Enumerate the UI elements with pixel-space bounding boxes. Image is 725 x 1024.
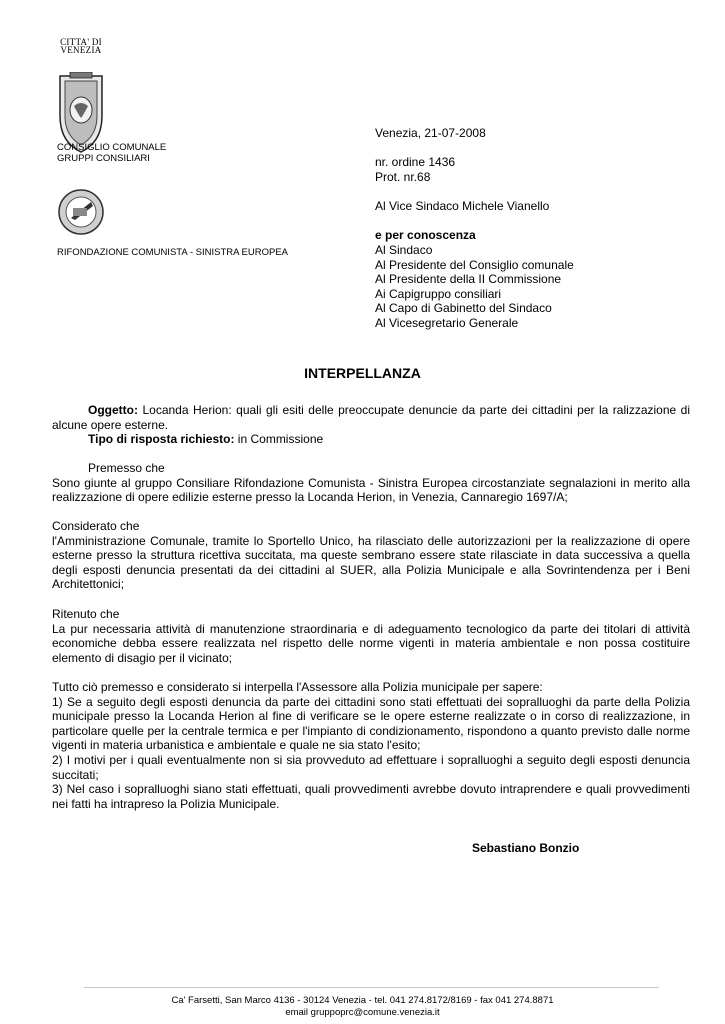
place-date: Venezia, 21-07-2008 [375,126,486,140]
recipient: Al Vice Sindaco Michele Vianello [375,199,550,213]
footer-email: email gruppoprc@comune.venezia.it [285,1007,440,1018]
reply-type-text: in Commissione [234,432,324,447]
council-groups-label: GRUPPI CONSILIARI [57,153,150,164]
considerato-heading: Considerato che [52,519,140,533]
group-name: RIFONDAZIONE COMUNISTA - SINISTRA EUROPEA [57,247,289,258]
ritenuto-text: La pur necessaria attività di manutenzione straordinaria e di adeguamento tecnologico da parte dei titolari di attività economiche debba essere realizzata nel rispetto delle norme vigenti in materia ambientale e non possa costituire elemento di disagio per il vicinato; [52,621,690,665]
ritenuto-heading: Ritenuto che [52,607,120,621]
document-title: INTERPELLANZA [304,365,421,381]
cc-item: Al Vicesegretario Generale [375,315,519,330]
ritenuto-block [52,607,690,665]
question-item: 2) I motivi per i quali eventualmente non si sia provveduto ad effettuare i sopralluoghi a seguito degli esposti denuncia succitati; [52,752,690,782]
subject-label: Oggetto: [88,403,138,417]
footer-divider [84,987,659,988]
cc-label: e per conoscenza [375,228,476,242]
signature: Sebastiano Bonzio [472,841,580,855]
order-number: nr. ordine 1436 [375,155,456,169]
cc-list [375,243,574,331]
considerato-block [52,519,690,592]
question-item: 1) Se a seguito degli esposti denuncia da parte dei cittadini sono stati effettuati dei sopralluoghi da parte della Polizia municipale presso la Locanda Herion al fine di verificare se le opere esterne realizzate o in corso di realizzazione, in particolare quelle per la centrale termica e per l'impianto di condizionamento, rispondono a quanto previsto dalle norme vigenti in materia urbanistica e ambientale e quale ne sia stato l'esito; [52,694,690,753]
cc-item: Al Presidente della II Commissione [375,272,562,287]
cc-item: Ai Capigruppo consiliari [375,286,502,301]
premesso-block [52,461,690,505]
protocol-number: Prot. nr.68 [375,170,431,184]
cc-item: Al Sindaco [375,243,433,257]
premesso-text: Sono giunte al gruppo Consiliare Rifondazione Comunista - Sinistra Europea circostanziate segnalazioni in merito alla realizzazione di opere edilizie esterne presso la Locanda Herion, in Venezia, Cannaregio 1697/A; [52,475,690,505]
city-name: CITTA' DI VENEZIA [60,37,102,55]
reply-type-label: Tipo di risposta richiesto: [88,432,235,447]
footer-address: Ca' Farsetti, San Marco 4136 - 30124 Venezia - tel. 041 274.8172/8169 - fax 041 274.8871 [171,995,554,1006]
cc-item: Al Presidente del Consiglio comunale [375,257,574,272]
party-logo [57,188,105,236]
subject-text: Locanda Herion: quali gli esiti delle preoccupate denuncie da parte dei cittadini per la ralizzazione di alcune opere esterne. [52,403,690,432]
considerato-text: l'Amministrazione Comunale, tramite lo Sportello Unico, ha rilasciato delle autorizzazioni per la realizzazione di opere esterne presso la struttura ricettiva succitata, ma queste sembrano essere state rilasciate in data successiva a quella degli esposti denuncia presentati da dei cittadini al SUER, alla Polizia Municipale e alla Sovrintendenza per i Beni Architettonici; [52,533,690,592]
questions-block [52,680,690,811]
cc-item: Al Capo di Gabinetto del Sindaco [375,301,552,316]
question-intro: Tutto ciò premesso e considerato si interpella l'Assessore alla Polizia municipale per sapere: [52,680,543,694]
premesso-heading: Premesso che [88,461,165,475]
council-label: CONSIGLIO COMUNALE [57,142,167,153]
subject-block [52,403,690,447]
question-item: 3) Nel caso i sopralluoghi siano stati effettuati, quali provvedimenti avrebbe dovuto intraprendere e quali provvedimenti nei fatti ha intrapreso la Polizia Municipale. [52,782,690,811]
